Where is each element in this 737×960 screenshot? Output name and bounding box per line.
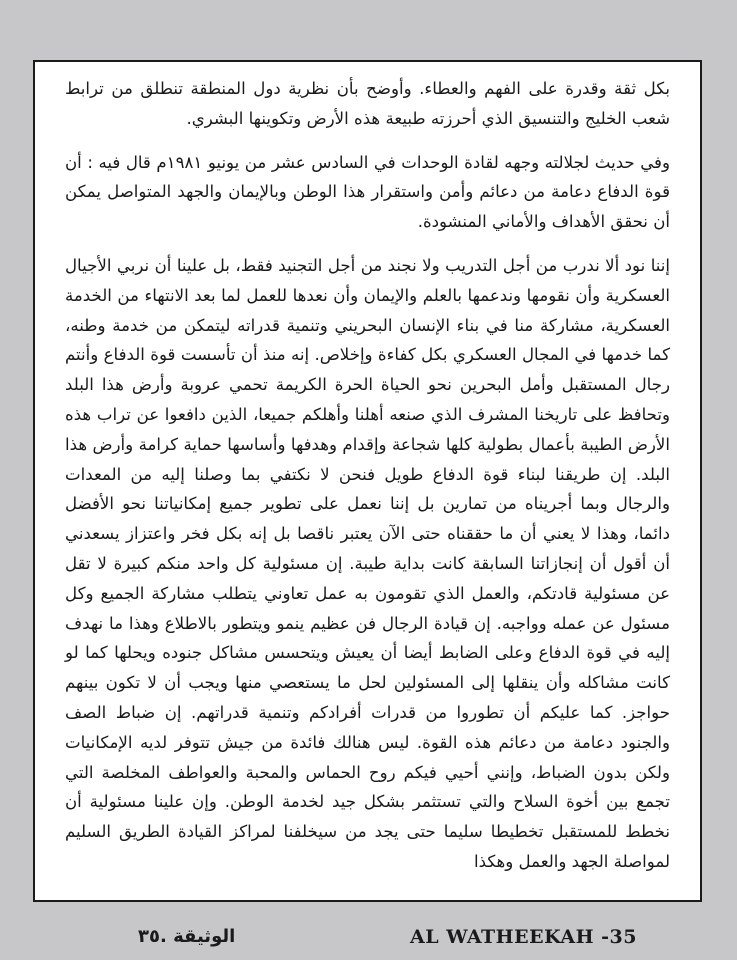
paragraph-2: وفي حديث لجلالته وجهه لقادة الوحدات في السادس عشر من يونيو ١٩٨١م قال فيه : أن قوة الدفاع دعامة من دعائم وأمن واستقرار هذا الوطن وبالإيمان والجهد المتواصل يمكن أن نحقق الأهداف والأماني المنشودة.: [65, 152, 670, 232]
footer-page-label-latin: AL WATHEEKAH -35: [410, 926, 637, 948]
paragraph-1: بكل ثقة وقدرة على الفهم والعطاء. وأوضح بأن نظرية دول المنطقة تنطلق من ترابط شعب الخليج والتنسيق الذي أحرزته طبيعة هذه الأرض وتكوينها البشري.: [65, 79, 670, 128]
body-text: [65, 74, 670, 877]
footer-page-label-arabic: الوثيقة .٣٥: [138, 926, 236, 947]
paragraph-3: إننا نود ألا ندرب من أجل التدريب ولا نجند من أجل التجنيد فقط، بل علينا أن نربي الأجيال العسكرية وأن نقومها وندعمها بالعلم والإيمان وأن نعدها للعمل لما بعد الانتهاء من الخدمة العسكرية، مشاركة منا في بناء الإنسان البحريني وتنمية قدراته ليتمكن من خدمة وطنه، كما خدمها في المجال العسكري بكل كفاءة وإخلاص. إنه منذ أن تأسست قوة الدفاع وأنتم رجال المستقبل وأمل البحرين نحو الحياة الحرة الكريمة تحمي عروبة وأرض هذا البلد وتحافظ على تاريخنا المشرف الذي صنعه أهلنا وأهلكم جميعا، الذين دافعوا عن تراب هذه الأرض الطيبة بأعمال بطولية كلها شجاعة وإقدام وهدفها وأساسها حماية كرامة وأرض هذا البلد. إن طريقنا لبناء قوة الدفاع طويل فنحن لا نكتفي بما وصلنا إليه من المعدات والرجال وبما أجريناه من تمارين بل إننا نعمل على تطوير جميع إمكانياتنا نحو الأفضل دائما، وهذا لا يعني أن ما حققناه حتى الآن يعتبر ناقصا بل إنه بكل فخر واعتزاز يسعدني أن أقول أن إنجازاتنا السابقة كانت بداية طيبة. إن مسئولية كل واحد منكم كبيرة لا تقل عن مسئولية قادتكم، والعمل الذي تقومون به عمل تعاوني يتطلب مشاركة الجميع وكل مسئول عن عمله وواجبه. إن قيادة الرجال فن عظيم ينمو ويتطور بالاطلاع وهذا ما نهدف إليه في قوة الدفاع وعلى الضابط أيضا أن يعيش ويتحسس مشاكل جنوده ويحلها كما لو كانت مشاكله وأن ينقلها إلى المسئولين لحل ما يستعصي منها ويجب أن لا تكون بينهم حواجز. كما عليكم أن تطوروا من قدرات أفرادكم وتنمية قدراتهم. إن ضباط الصف والجنود دعامة من دعائم هذه القوة. ليس هنالك فائدة من جيش تتوفر لديه الإمكانيات ولكن بدون الضباط، وإنني أحيي فيكم روح الحماس والمحبة والعواطف المخلصة التي تجمع بين أخوة السلاح والتي تستثمر بشكل جيد لخدمة الوطن. وإن علينا مسئولية أن نخطط للمستقبل تخطيطا سليما حتى يجد من سيخلفنا لمراكز القيادة الطريق السليم لمواصلة الجهد والعمل وهكذا: [65, 255, 670, 871]
page-frame: [33, 60, 702, 902]
